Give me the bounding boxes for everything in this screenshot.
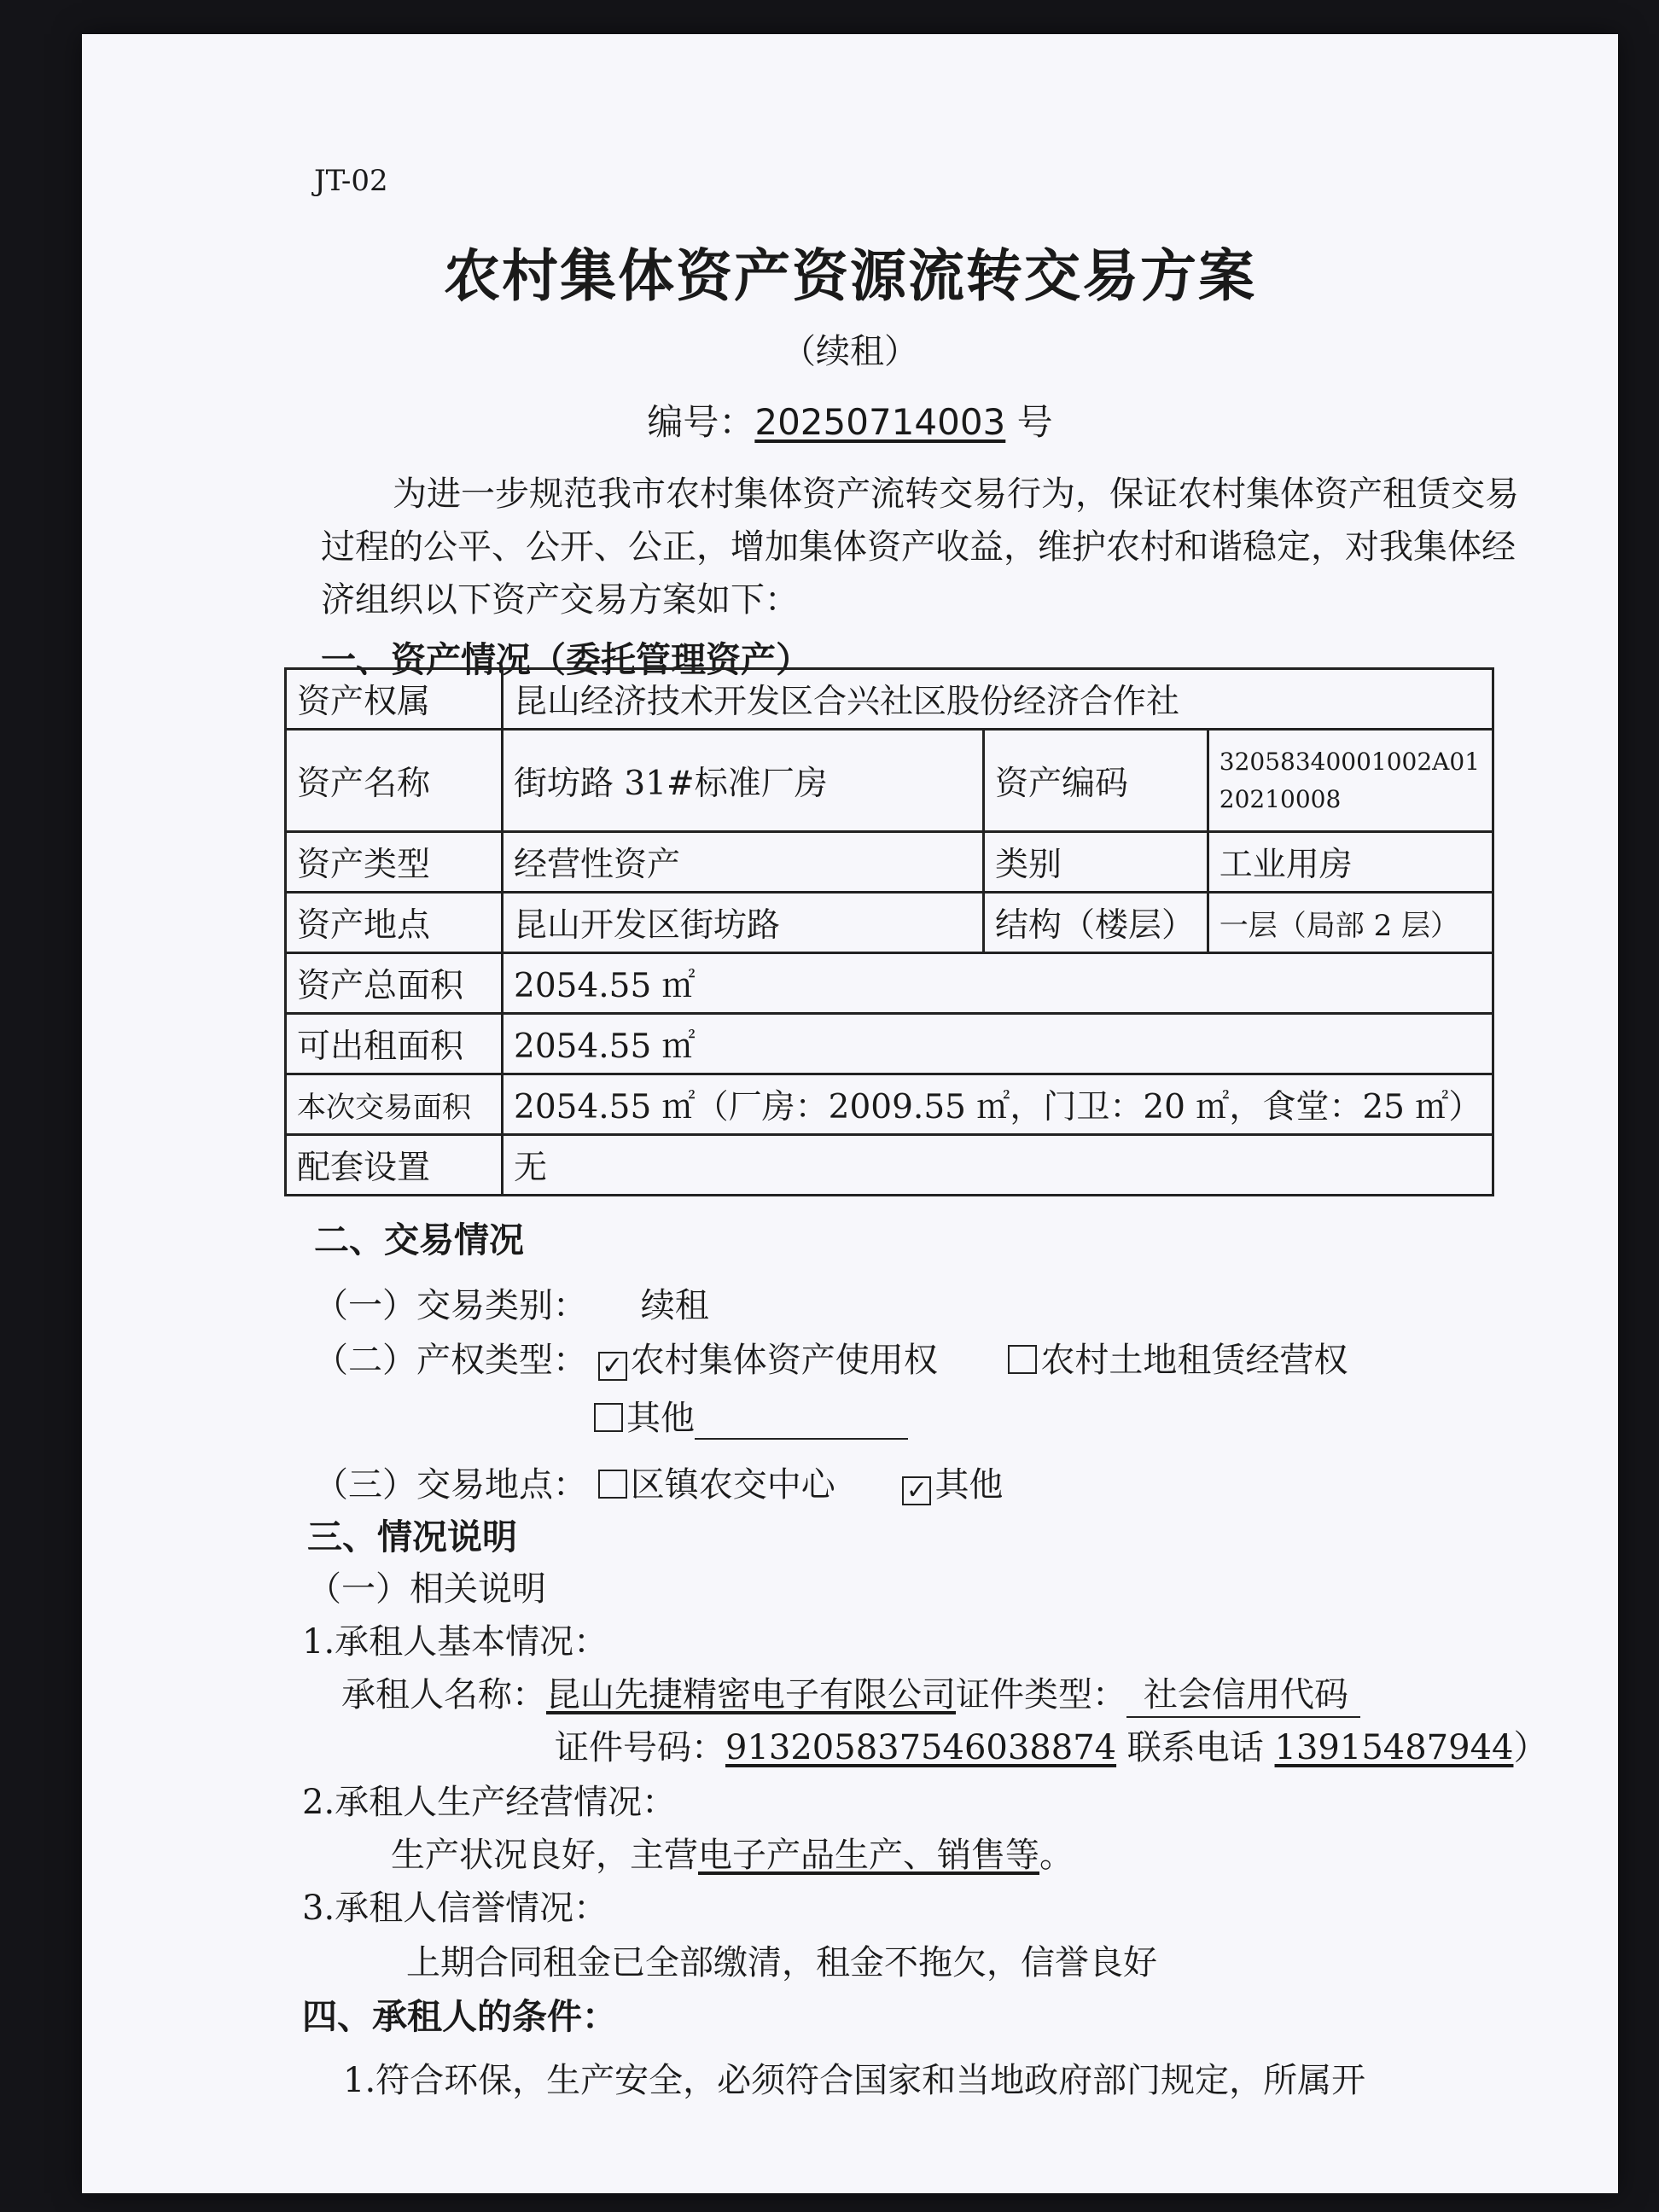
phone-label: 联系电话 [1116, 1728, 1275, 1767]
right-opt1-label: 农村集体资产使用权 [630, 1341, 938, 1380]
location-label: 资产地点 [286, 893, 503, 953]
table-row [286, 1074, 1493, 1135]
document-code: JT-02 [314, 164, 388, 198]
right-other-row [594, 1391, 908, 1440]
trade-type-label: （一）交易类别： [314, 1286, 587, 1325]
section3-heading: 三、情况说明 [307, 1516, 517, 1557]
phone-value: 13915487944 [1274, 1728, 1514, 1767]
item3-title: 3.承租人信誉情况： [302, 1889, 608, 1928]
document-title: 农村集体资产资源流转交易方案 [444, 243, 1256, 309]
section3-sub1: （一）相关说明 [307, 1569, 546, 1609]
asset-code-line2: 20210008 [1219, 784, 1342, 813]
section4-item1: 1.符合环保，生产安全，必须符合国家和当地政府部门规定，所属开 [343, 2061, 1366, 2100]
tenant-name-value: 昆山先捷精密电子有限公司 [546, 1675, 956, 1714]
number-value: 20250714003 [754, 401, 1006, 443]
trade-place-row [314, 1458, 1003, 1506]
document-number [82, 394, 1618, 445]
asset-table [284, 667, 1494, 1196]
item2-title: 2.承租人生产经营情况： [302, 1783, 677, 1822]
cert-no-value: 913205837546038874 [725, 1728, 1117, 1767]
table-row [286, 1014, 1493, 1074]
owner-label: 资产权属 [286, 669, 503, 730]
asset-code-value [1208, 730, 1493, 832]
cert-no-label: 证件号码： [555, 1728, 725, 1767]
structure-label: 结构（楼层） [983, 893, 1208, 953]
tenant-name-label: 承租人名称： [341, 1675, 546, 1714]
right-type-label: （二）产权类型： [314, 1341, 587, 1380]
phone-close: ） [1513, 1728, 1548, 1767]
right-type-row [314, 1333, 1348, 1382]
item2-text-b: 。 [1039, 1836, 1074, 1875]
trade-type-row [314, 1278, 709, 1327]
item2-text [391, 1828, 1074, 1877]
asset-type-value: 经营性资产 [503, 832, 984, 893]
number-suffix: 号 [1005, 401, 1053, 443]
trade-area-value: 2054.55 ㎡（厂房：2009.55 ㎡，门卫：20 ㎡，食堂：25 ㎡） [503, 1074, 1493, 1135]
total-area-label: 资产总面积 [286, 953, 503, 1014]
asset-name-label: 资产名称 [286, 730, 503, 832]
owner-value: 昆山经济技术开发区合兴社区股份经济合作社 [503, 669, 1493, 730]
item2-text-underlined: 电子产品生产、销售等 [698, 1836, 1039, 1875]
facility-label: 配套设置 [286, 1135, 503, 1196]
document-page [82, 34, 1618, 2193]
asset-type-label: 资产类型 [286, 832, 503, 893]
checkbox-checked-place-opt2[interactable]: ✓ [902, 1476, 931, 1505]
table-row [286, 730, 1493, 832]
cert-type-value: 社会信用代码 [1126, 1668, 1360, 1718]
category-label: 类别 [983, 832, 1208, 893]
cert-no-row [555, 1720, 1547, 1769]
location-value: 昆山开发区街坊路 [503, 893, 984, 953]
item3-text: 上期合同租金已全部缴清，租金不拖欠，信誉良好 [406, 1943, 1157, 1982]
checkbox-place-opt1[interactable] [598, 1470, 627, 1499]
asset-code-label: 资产编码 [983, 730, 1208, 832]
intro-paragraph: 为进一步规范我市农村集体资产流转交易行为，保证农村集体资产租赁交易过程的公平、公开、公正，增加集体资产收益，维护农村和谐稳定，对我集体经济组织以下资产交易方案如下： [321, 474, 1519, 620]
trade-place-label: （三）交易地点： [314, 1465, 587, 1505]
checkbox-checked-right-opt1[interactable]: ✓ [598, 1352, 627, 1381]
table-row [286, 953, 1493, 1014]
asset-code-line1: 32058340001002A01 [1219, 747, 1481, 776]
cert-type-label: 证件类型： [956, 1675, 1126, 1714]
document-subtitle: （续租） [782, 332, 918, 371]
section2-heading: 二、交易情况 [314, 1220, 524, 1260]
rentable-area-label: 可出租面积 [286, 1014, 503, 1074]
section1-heading: 一、资产情况（委托管理资产） [321, 639, 811, 680]
right-opt3-label: 其他 [626, 1399, 695, 1438]
place-opt2-label: 其他 [934, 1465, 1004, 1505]
table-row [286, 1135, 1493, 1196]
section4-heading: 四、承租人的条件： [302, 1996, 617, 2037]
number-prefix: 编号： [647, 401, 755, 443]
table-row [286, 669, 1493, 730]
total-area-value: 2054.55 ㎡ [503, 953, 1493, 1014]
item1-title: 1.承租人基本情况： [302, 1622, 608, 1662]
tenant-name-row [341, 1668, 1360, 1718]
trade-type-value: 续租 [640, 1286, 709, 1325]
item2-text-a: 生产状况良好，主营 [391, 1836, 698, 1875]
other-blank-line[interactable] [695, 1404, 908, 1440]
right-opt2-label: 农村土地租赁经营权 [1040, 1341, 1348, 1380]
table-row [286, 893, 1493, 953]
category-value: 工业用房 [1208, 832, 1493, 893]
place-opt1-label: 区镇农交中心 [630, 1465, 835, 1505]
checkbox-right-opt3[interactable] [594, 1403, 623, 1432]
asset-name-value: 街坊路 31#标准厂房 [503, 730, 984, 832]
trade-area-label: 本次交易面积 [286, 1074, 503, 1135]
facility-value: 无 [503, 1135, 1493, 1196]
table-row [286, 832, 1493, 893]
checkbox-right-opt2[interactable] [1008, 1345, 1037, 1374]
rentable-area-value: 2054.55 ㎡ [503, 1014, 1493, 1074]
structure-value: 一层（局部 2 层） [1208, 893, 1493, 953]
